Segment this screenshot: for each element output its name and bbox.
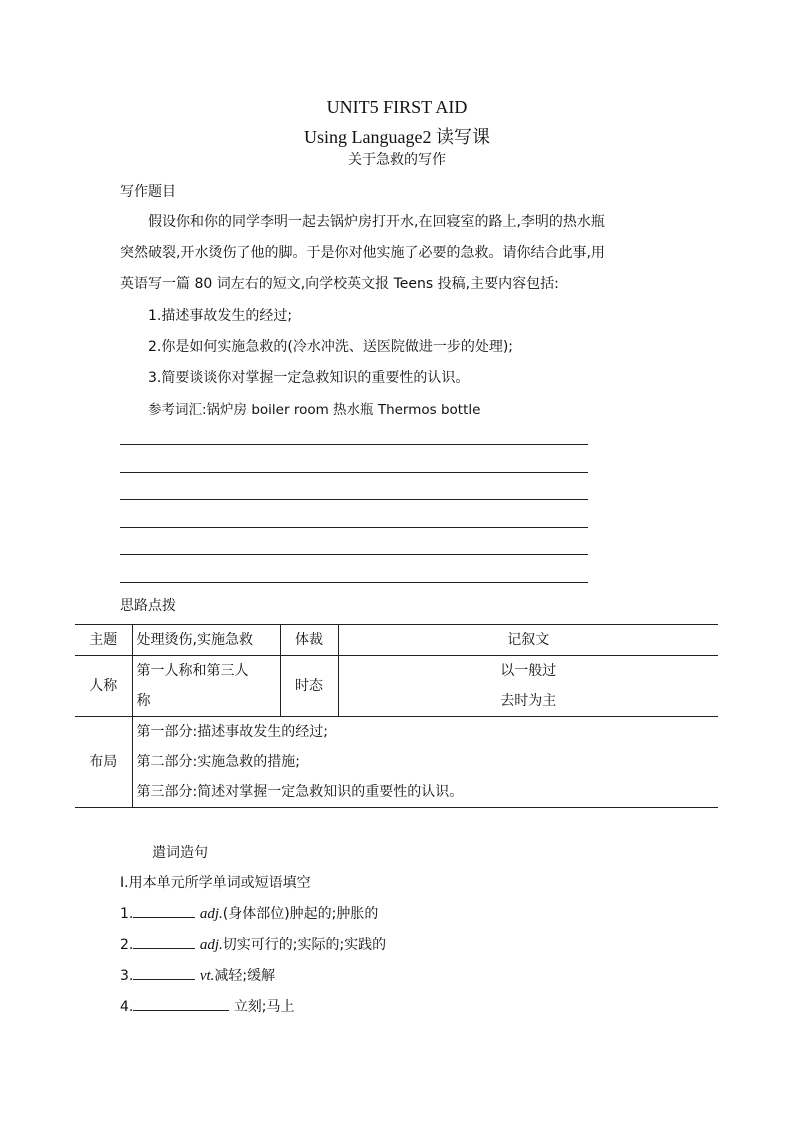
cell-theme: 处理烫伤,实施急救 — [132, 625, 280, 656]
answer-blank[interactable] — [133, 903, 195, 918]
task-point-1: 1.描述事故发生的经过; — [148, 308, 293, 324]
item-meaning: 立刻;马上 — [233, 999, 295, 1015]
cell-layout — [132, 717, 718, 808]
table-row — [75, 656, 718, 717]
cell-tense — [338, 656, 718, 717]
cell-label-layout: 布局 — [75, 717, 132, 808]
item-number: 2. — [120, 937, 134, 953]
outline-table — [75, 624, 718, 808]
part-of-speech: vt. — [199, 968, 215, 984]
cell-genre: 记叙文 — [338, 625, 718, 656]
exercise-item-2 — [120, 934, 386, 954]
item-meaning: 切实可行的;实际的;实践的 — [222, 937, 387, 953]
cell-person-line-2: 称 — [136, 693, 151, 709]
task-paragraph-line-2: 突然破裂,开水烫伤了他的脚。于是你对他实施了必要的急救。请你结合此事,用 — [120, 245, 605, 261]
writing-line[interactable] — [120, 527, 588, 528]
item-number: 4. — [120, 999, 134, 1015]
cell-label-theme: 主题 — [75, 625, 132, 656]
table-row — [75, 717, 718, 808]
task-vocab: 参考词汇:锅炉房 boiler room 热水瓶 Thermos bottle — [148, 402, 481, 418]
cell-person-line-1: 第一人称和第三人 — [136, 663, 249, 679]
item-meaning: 减轻;缓解 — [214, 968, 276, 984]
cell-person — [132, 656, 280, 717]
task-paragraph-line-3: 英语写一篇 80 词左右的短文,向学校英文报 Teens 投稿,主要内容包括: — [120, 276, 559, 292]
cell-label-tense: 时态 — [280, 656, 338, 717]
unit-title: UNIT5 FIRST AID — [326, 97, 468, 117]
part-of-speech: adj. — [199, 906, 223, 922]
answer-blank[interactable] — [133, 965, 195, 980]
task-heading: 写作题目 — [120, 184, 176, 200]
item-number: 3. — [120, 968, 134, 984]
exercise-section-title: Ⅰ.用本单元所学单词或短语填空 — [120, 875, 311, 891]
exercise-item-4 — [120, 996, 295, 1016]
lesson-title: Using Language2 读写课 — [304, 127, 490, 147]
writing-line[interactable] — [120, 582, 588, 583]
task-point-2: 2.你是如何实施急救的(冷水冲洗、送医院做进一步的处理); — [148, 339, 513, 355]
cell-tense-line-1: 以一般过 — [500, 663, 557, 679]
writing-line[interactable] — [120, 499, 588, 500]
subtitle: 关于急救的写作 — [348, 152, 446, 168]
cell-label-genre: 体裁 — [280, 625, 338, 656]
task-paragraph-line-1: 假设你和你的同学李明一起去锅炉房打开水,在回寝室的路上,李明的热水瓶 — [148, 214, 605, 230]
item-number: 1. — [120, 906, 134, 922]
outline-heading: 思路点拨 — [120, 598, 176, 614]
cell-tense-line-2: 去时为主 — [500, 693, 557, 709]
writing-line[interactable] — [120, 554, 588, 555]
layout-part-2: 第二部分:实施急救的措施; — [136, 754, 300, 770]
layout-part-3: 第三部分:简述对掌握一定急救知识的重要性的认识。 — [136, 784, 464, 800]
layout-part-1: 第一部分:描述事故发生的经过; — [136, 724, 328, 740]
exercise-heading: 遣词造句 — [152, 845, 208, 861]
table-row — [75, 625, 718, 656]
exercise-item-1 — [120, 903, 378, 923]
writing-line[interactable] — [120, 472, 588, 473]
cell-label-person: 人称 — [75, 656, 132, 717]
task-point-3: 3.简要谈谈你对掌握一定急救知识的重要性的认识。 — [148, 370, 470, 386]
answer-blank[interactable] — [133, 934, 195, 949]
exercise-item-3 — [120, 965, 275, 985]
part-of-speech: adj. — [199, 937, 223, 953]
answer-blank[interactable] — [133, 996, 229, 1011]
writing-line[interactable] — [120, 444, 588, 445]
item-meaning: (身体部位)肿起的;肿胀的 — [222, 906, 379, 922]
